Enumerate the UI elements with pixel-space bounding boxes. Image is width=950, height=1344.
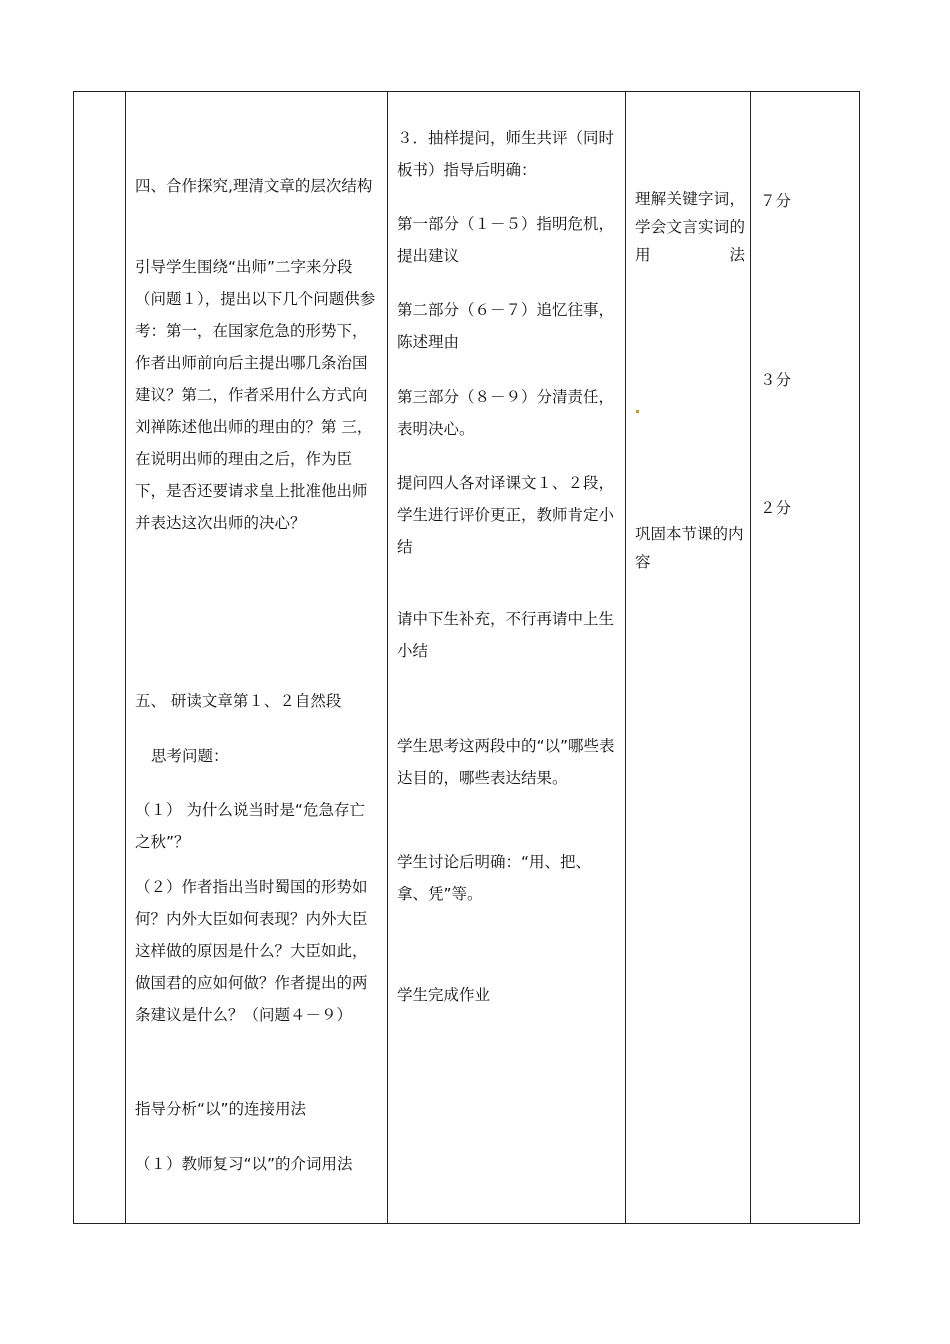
time-1: ７分 <box>760 192 792 210</box>
review-text: （１）教师复习“以”的介词用法 <box>135 1155 353 1173</box>
question-2: （２）作者指出当时蜀国的形势如何？内外大臣如何表现？内外大臣这样做的原因是什么？大臣如此，做国君的应如何做？作者提出的两条建议是什么？（问题４－９） <box>135 878 368 1024</box>
time-2: ３分 <box>760 371 792 389</box>
part-one: 第一部分（１－５）指明危机，提出建议 <box>397 215 615 265</box>
column-divider <box>387 92 388 1223</box>
objective-1: 理解关键字词，学会文言实词的用法 <box>635 190 745 264</box>
section5-title: 五、 研读文章第１、２自然段 <box>135 692 342 710</box>
question-1: （１） 为什么说当时是“危急存亡之秋”？ <box>135 801 365 851</box>
homework-task: 学生完成作业 <box>397 986 491 1004</box>
translation-task: 提问四人各对译课文１、２段，学生进行评价更正，教师肯定小结 <box>397 474 615 556</box>
section4-title: 四、合作探究,理清文章的层次结构 <box>135 177 373 195</box>
column-divider <box>750 92 751 1223</box>
part-two: 第二部分（６－７）追忆往事，陈述理由 <box>397 301 615 351</box>
think-label: 思考问题： <box>151 747 229 765</box>
guide-text: 指导分析“以”的连接用法 <box>135 1100 307 1118</box>
think-task: 学生思考这两段中的“以”哪些表达目的，哪些表达结果。 <box>397 737 615 787</box>
column-divider <box>625 92 626 1223</box>
lesson-table <box>73 91 860 1224</box>
time-3: ２分 <box>760 499 792 517</box>
annotation-mark <box>636 410 639 413</box>
supplement-task: 请中下生补充，不行再请中上生小结 <box>397 610 615 660</box>
objective-2: 巩固本节课的内容 <box>635 525 744 571</box>
answer-intro: ３．抽样提问，师生共评（同时板书）指导后明确： <box>397 129 615 179</box>
discussion-result: 学生讨论后明确：“用、把、拿、凭”等。 <box>397 853 592 903</box>
part-three: 第三部分（８－９）分清责任，表明决心。 <box>397 388 615 438</box>
section4-body: 引导学生围绕“出师”二字来分段（问题１），提出以下几个问题供参考：第一，在国家危急的形势下，作者出师前向后主提出哪几条治国建议？第二，作者采用什么方式向刘禅陈述他出师的理由的？第 三，在说明出师的理由之后，作为臣下，是否还要请求皇上批准他出师并表达这次出师的决心？ <box>135 258 376 532</box>
column-divider <box>125 92 126 1223</box>
